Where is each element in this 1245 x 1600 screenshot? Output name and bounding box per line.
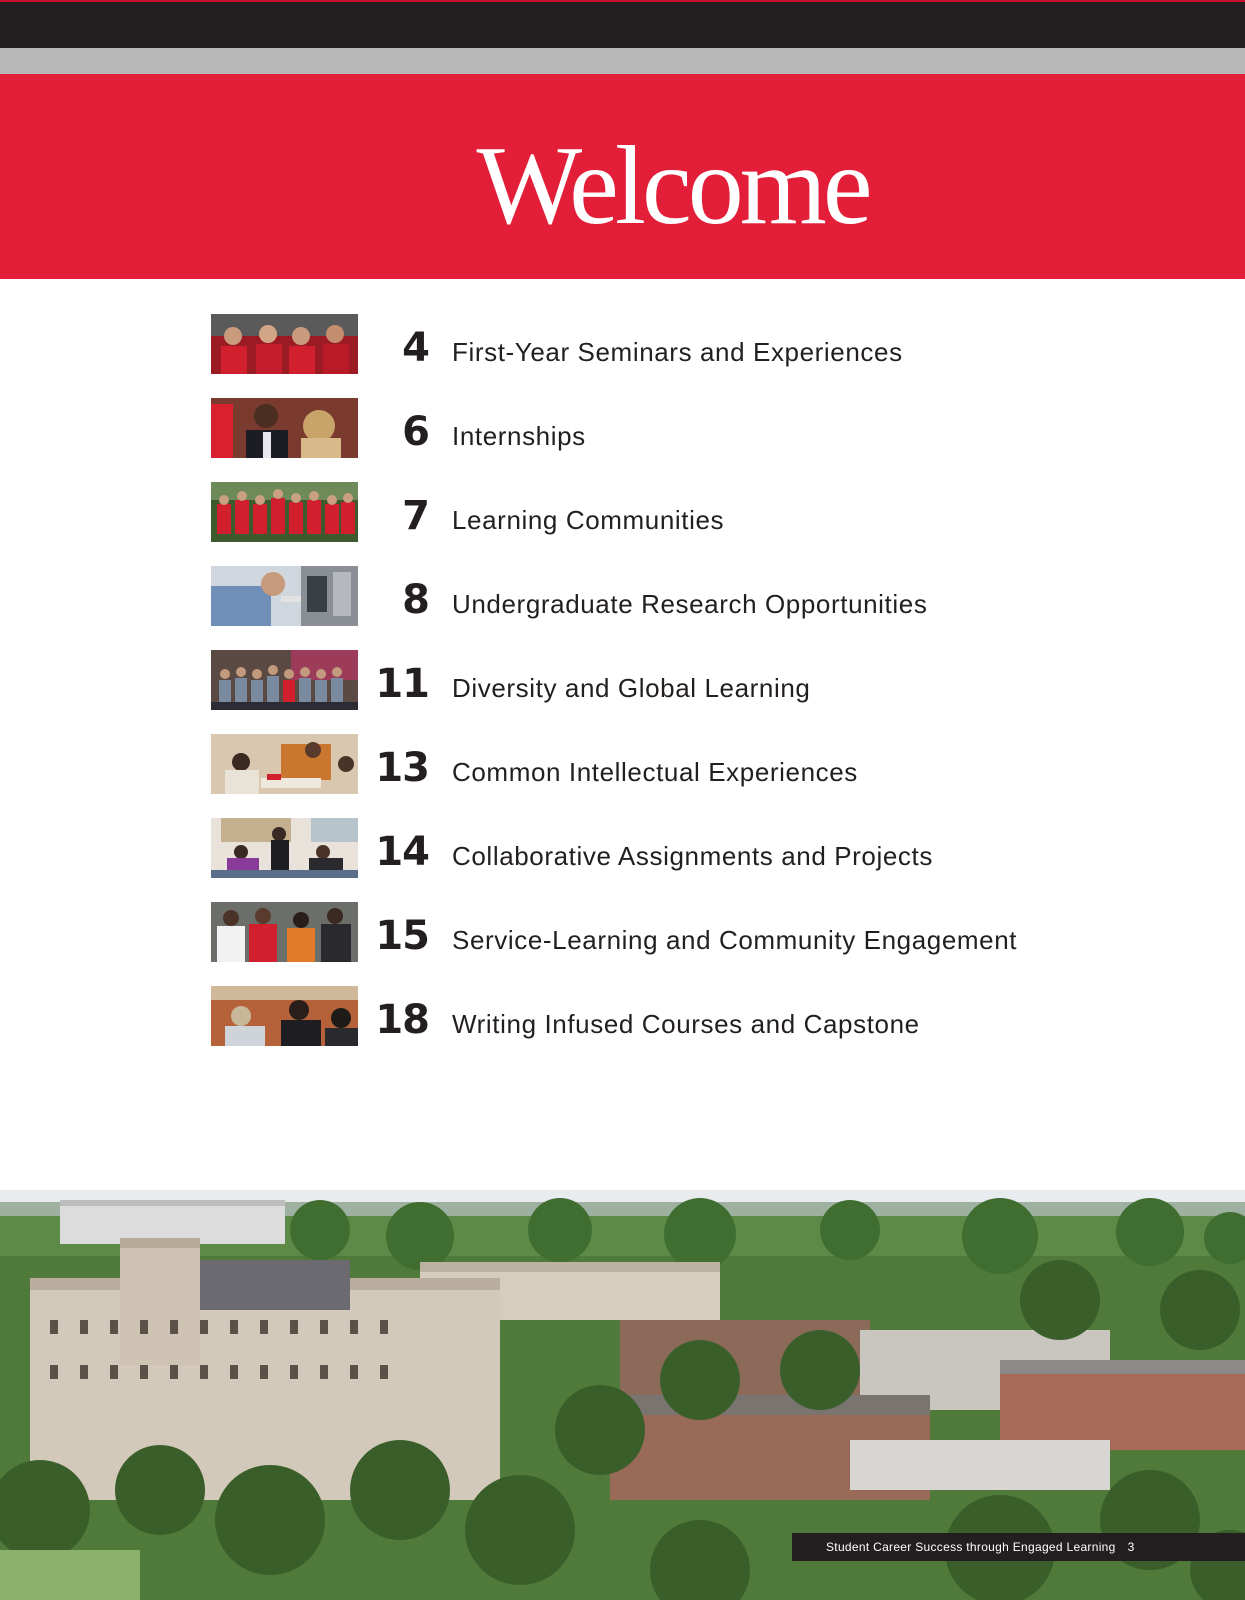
toc-entry[interactable]	[211, 818, 1111, 878]
toc-entry[interactable]	[211, 650, 1111, 710]
toc-entry-title: First-Year Seminars and Experiences	[452, 337, 903, 367]
footer-text: Student Career Success through Engaged Learning	[826, 1540, 1116, 1554]
toc-page-number: 6	[402, 409, 429, 455]
toc-page-number: 4	[402, 325, 429, 371]
toc-entry-title: Learning Communities	[452, 505, 725, 535]
toc-entry-title: Undergraduate Research Opportunities	[452, 589, 928, 619]
toc-page-number: 8	[402, 577, 429, 623]
toc-page-number: 14	[375, 829, 429, 875]
toc-entry-title: Collaborative Assignments and Projects	[452, 841, 933, 871]
toc-entry-title: Diversity and Global Learning	[452, 673, 811, 703]
header-black-bar	[0, 0, 1245, 48]
toc-entry-title: Internships	[452, 421, 586, 451]
toc-page-number: 15	[375, 913, 429, 959]
toc-entry[interactable]	[211, 566, 1111, 626]
toc-entry-title: Service-Learning and Community Engagement	[452, 925, 1018, 955]
footer-bar	[792, 1533, 1245, 1561]
header-gray-bar	[0, 48, 1245, 74]
toc-entry[interactable]	[211, 398, 1111, 458]
toc-entry-title: Writing Infused Courses and Capstone	[452, 1009, 920, 1039]
toc-entry[interactable]	[211, 902, 1111, 962]
toc-page-number: 7	[402, 493, 429, 539]
toc-entry[interactable]	[211, 482, 1111, 542]
toc-entry[interactable]	[211, 314, 1111, 374]
toc-entry[interactable]	[211, 986, 1111, 1046]
footer-page-number: 3	[1127, 1540, 1135, 1554]
toc-page-number: 11	[375, 661, 429, 707]
toc-page-number: 18	[375, 997, 429, 1043]
toc-page-number: 13	[375, 745, 429, 791]
toc-entry-title: Common Intellectual Experiences	[452, 757, 858, 787]
toc-entry[interactable]	[211, 734, 1111, 794]
page-title: Welcome	[476, 124, 869, 248]
